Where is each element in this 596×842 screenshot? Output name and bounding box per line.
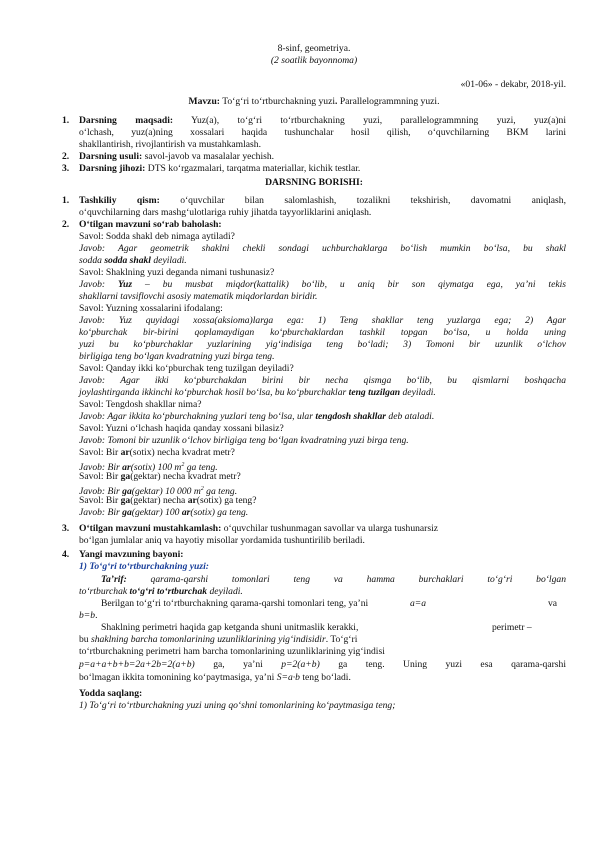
qa-text: Javob: Bir: [79, 462, 120, 474]
goal-1-line-2: o‘lchash, yuz(a)ning xossalari haqida tushunchalar hosil qilish, o‘quvchilarning BKM larini: [79, 127, 566, 138]
goal-3-label: Darsning jihozi:: [79, 163, 146, 174]
qa-line: shakllarni tavsiflovchi asosiy matematik miqdorlardan biridir.: [79, 291, 318, 302]
formula-perimeter: p=2(a+b): [281, 659, 320, 670]
qa-line: [79, 411, 566, 423]
goal-2-text: savol-javob va masalalar yechish.: [142, 151, 275, 162]
qa-text: deb ataladi.: [386, 411, 435, 422]
topic-text2: Parallelogrammning yuzi.: [337, 96, 440, 107]
qa-line: birligiga teng bo‘lgan kvadratning yuzi birga teng.: [79, 351, 275, 362]
qa-text: sodda: [79, 255, 105, 266]
qa-line: [79, 495, 566, 507]
definition-line-1: [79, 574, 566, 586]
topic-sep: .: [335, 96, 338, 107]
paragraph-1: [79, 598, 566, 610]
formula-perimeter-full: p=a+a+b+b=2a+2b=2(a+b): [79, 659, 195, 670]
definition-text: to‘rtburchak: [79, 586, 130, 597]
step-1-label: Tashkiliy qism:: [79, 195, 160, 206]
paragraph-4: to‘rtburchakning perimetri ham barcha tomonlarining uzunliklarining yig‘indisi: [79, 646, 385, 657]
qa-bold: ga: [122, 486, 132, 498]
goal-3-text: DTS ko‘rgazmalari, tarqatma materiallar, kichik testlar.: [145, 163, 361, 174]
step-1-text-1: o‘quvchilar bilan salomlashish, tozalikni tekshirish, davomatni aniqlash,: [159, 195, 566, 206]
qa-line: [79, 387, 566, 399]
qa-text: (sotix) 100 m: [130, 462, 182, 474]
step-3-label: O‘tilgan mavzuni mustahkamlash:: [79, 523, 222, 534]
goal-2-label: Darsning usuli:: [79, 151, 143, 162]
qa-text: (sotix) ga teng.: [190, 507, 249, 518]
qa-bold: ga: [122, 507, 132, 518]
qa-bold: sodda shakl: [104, 255, 151, 266]
paragraph-text: . To‘g‘ri: [325, 634, 358, 645]
formula-area: S=a·b: [276, 672, 300, 683]
qa-text: Javob: Bir: [79, 486, 120, 498]
qa-bold: tengdosh shakllar: [315, 411, 387, 422]
qa-text: (sotix) ga teng?: [196, 495, 257, 506]
qa-text: ga teng.: [184, 462, 218, 474]
qa-text: joylashtirganda ikkinchi ko‘pburchak hosil bo‘lsa, bu ko‘pburchaklar: [79, 387, 347, 398]
goal-1-line-3: shakllantirish, rivojlantirish va mustahkamlash.: [79, 139, 261, 150]
step-4-number: 4.: [62, 549, 70, 560]
superscript: 2: [200, 486, 204, 492]
qa-line: [79, 279, 566, 291]
paragraph-text: ga, ya’ni: [194, 659, 282, 670]
goal-3-number: 3.: [62, 163, 70, 174]
qa-text: Savol: Bir: [79, 471, 119, 482]
definition-term: to‘g‘ri to‘rtburchak: [129, 586, 208, 597]
definition-line-2: [79, 586, 566, 598]
qa-text: – bu musbat miqdor(kattalik) bo‘lib, u aniq bir son qiymatga ega, ya’ni tekis: [132, 279, 566, 290]
qa-line: Savol: Shaklning yuzi deganda nimani tushunasiz?: [79, 267, 275, 278]
date-line: «01-06» - dekabr, 2018-yil.: [460, 79, 566, 90]
qa-line: Savol: Yuzning xossalarini ifodalang:: [79, 303, 223, 314]
paragraph-text: .: [95, 610, 98, 621]
qa-line: Javob: Agar ikki ko‘pburchakdan birini bir necha qismga bo‘lib, bu qismlarni boshqacha: [79, 375, 566, 386]
step-1-line-1: [79, 195, 566, 207]
step-3-text-1: o‘quvchilar tushunmagan savollar va ularga tushunarsiz: [221, 523, 439, 534]
qa-bold: ga: [120, 495, 131, 506]
qa-line: ko‘pburchak bir-birini qoplamaydigan ko‘pburchaklardan tashkil topgan bo‘lsa, u holda uning: [79, 327, 566, 338]
step-1-number: 1.: [62, 195, 70, 206]
goal-1-text-1: Yuz(a), to‘g‘ri to‘rtburchakning yuzi, parallelogrammning yuzi, yuz(a)ni: [173, 115, 566, 126]
qa-text: Savol: Bir: [79, 447, 119, 458]
paragraph-text: teng bo‘ladi.: [299, 672, 351, 683]
qa-text: deyiladi.: [150, 255, 187, 266]
step-2-label: O‘tilgan mavzuni so‘rab baholash:: [79, 219, 222, 230]
formula-b-eq-b: [79, 610, 566, 622]
paragraph-3: [79, 634, 566, 646]
qa-line: Savol: Sodda shakl deb nimaga aytiladi?: [79, 231, 235, 242]
formula-a-eq-a: a=a: [410, 598, 427, 609]
qa-bold: ar: [120, 447, 130, 458]
definition-text: qarama-qarshi tomonlari teng va hamma burchaklari to‘g‘ri bo‘lgan: [126, 574, 566, 585]
qa-line: [79, 255, 566, 267]
paragraph-italic: shaklning barcha tomonlarining uzunliklarining yig‘indisidir: [91, 634, 326, 645]
qa-text: deyiladi.: [400, 387, 436, 398]
subsection-title: 1) To‘g‘ri to‘rtburchakning yuzi:: [79, 561, 209, 572]
goal-1-line-1: [79, 115, 566, 127]
topic-text: To‘g‘ri to‘rtburchakning yuzi: [219, 96, 336, 107]
paragraph-text: bu: [79, 634, 91, 645]
qa-line: [79, 507, 566, 519]
paragraph-text: Shaklning perimetri haqida gap ketganda shuni unitmaslik kerakki,: [101, 622, 359, 633]
qa-bold: ar: [187, 495, 197, 506]
qa-line: Savol: Tengdosh shakllar nima?: [79, 399, 202, 410]
paragraph-text: ga teng. Uning yuzi esa qarama-qarshi: [319, 659, 566, 670]
word-va: va: [548, 598, 558, 609]
topic-line: [62, 96, 566, 108]
qa-text: (sotix) necha kvadrat metr?: [129, 447, 235, 458]
goal-1-number: 1.: [62, 115, 70, 126]
qa-bold: ar: [181, 507, 191, 518]
goal-2-line: [79, 151, 566, 163]
topic-label: Mavzu:: [188, 96, 220, 107]
step-2-number: 2.: [62, 219, 70, 230]
remember-title: Yodda saqlang:: [79, 688, 143, 699]
qa-line: Savol: Yuzni o‘lchash haqida qanday xossani bilasiz?: [79, 423, 284, 434]
goal-3-line: [79, 163, 566, 175]
qa-text: Javob:: [79, 279, 119, 290]
qa-line: yuzi bu ko‘pburchaklar yuzlarining yig‘indisiga teng bo‘ladi; 3) Tomoni bir uzunlik o‘lchov: [79, 339, 566, 350]
qa-bold: teng tuzilgan: [348, 387, 401, 398]
remember-item-1: 1) To‘g‘ri to‘rtburchakning yuzi uning qo‘shni tomonlarining ko‘paytmasiga teng;: [79, 700, 396, 711]
paragraph-6: [79, 672, 566, 684]
qa-text: ga teng.: [203, 486, 238, 498]
qa-line: [79, 447, 566, 459]
definition-text: deyiladi.: [207, 586, 243, 597]
qa-text: (gektar) necha: [130, 495, 188, 506]
step-3-number: 3.: [62, 523, 70, 534]
qa-line: Javob: Tomoni bir uzunlik o‘lchov birligiga teng bo‘lgan kvadratning yuzi birga teng.: [79, 435, 409, 446]
qa-line: Javob: Agar geometrik shaklni chekli sondagi uchburchaklarga bo‘lish mumkin bo‘lsa, bu shakl: [79, 243, 566, 254]
paragraph-text: bo‘lmagan ikkita tomonining ko‘paytmasiga, ya’ni: [79, 672, 277, 683]
goal-2-number: 2.: [62, 151, 70, 162]
qa-text: Savol: Bir: [79, 495, 119, 506]
step-4-label: Yangi mavzuning bayoni:: [79, 549, 184, 560]
qa-line: [79, 471, 566, 483]
word-perimetr: perimetr –: [492, 622, 532, 633]
paragraph-text: Berilgan to‘g‘ri to‘rtburchakning qarama-qarshi tomonlari teng, ya’ni: [101, 598, 369, 609]
paragraph-5: [79, 659, 566, 671]
definition-label: Ta’rif:: [101, 574, 127, 585]
qa-text: Javob: Bir: [79, 507, 120, 518]
section-title: DARSNING BORISHI:: [265, 177, 363, 188]
hours-line: (2 soatlik bayonnoma): [270, 55, 358, 66]
qa-bold: ar: [122, 462, 131, 474]
qa-text: (gektar) 100: [131, 507, 182, 518]
qa-text: (gektar) necha kvadrat metr?: [130, 471, 241, 482]
grade-line: 8-sinf, geometriya.: [277, 43, 351, 54]
qa-bold: ga: [120, 471, 131, 482]
goal-1-label: Darsning maqsadi:: [79, 115, 174, 126]
superscript: 2: [181, 462, 185, 468]
qa-text: Javob: Agar ikkita ko‘pburchakning yuzlari teng bo‘lsa, ular: [79, 411, 313, 422]
formula-text: b=b: [79, 610, 96, 621]
qa-line: Javob: Yuz quyidagi xossa(aksioma)larga ega: 1) Teng shakllar teng yuzlarga ega; 2) Agar: [79, 315, 566, 326]
qa-bold: Yuz: [118, 279, 133, 290]
qa-line: Savol: Qanday ikki ko‘pburchak teng tuzilgan deyiladi?: [79, 363, 294, 374]
qa-text: (gektar) 10 000 m: [131, 486, 201, 498]
step-1-line-2: o‘quvchilarning dars mashg‘ulotlariga ruhiy jihatda tayyorliklarini aniqlash.: [79, 207, 372, 218]
step-3-line-2: bo‘lgan jumlalar aniq va hayotiy misollar yordamida tushuntirilib beriladi.: [79, 535, 365, 546]
step-3-line-1: [79, 523, 566, 535]
